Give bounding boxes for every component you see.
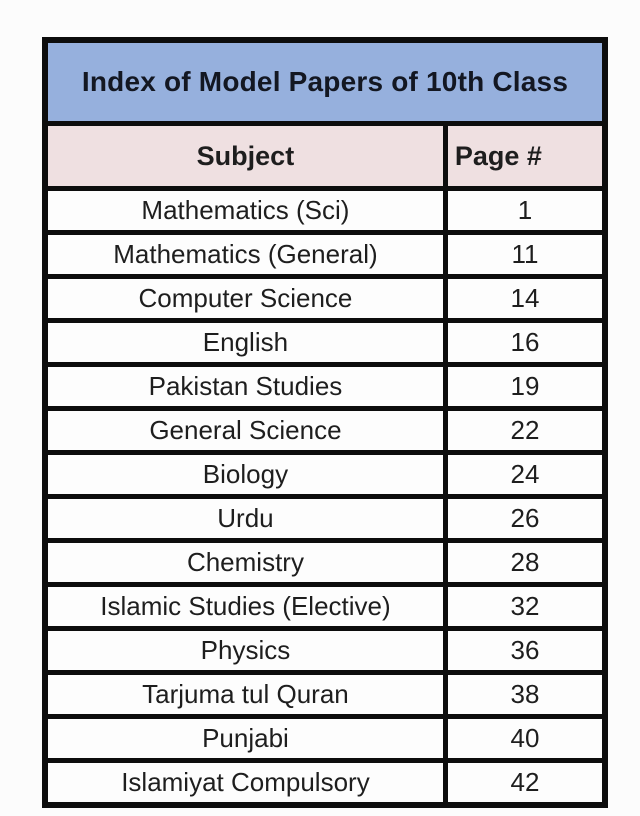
table-row: [45, 717, 605, 761]
column-header-page: Page #: [445, 124, 605, 189]
subject-cell: English: [45, 321, 445, 365]
table-row: [45, 453, 605, 497]
subject-cell: Biology: [45, 453, 445, 497]
subject-cell: General Science: [45, 409, 445, 453]
table-row: [45, 365, 605, 409]
page-number-cell: 14: [445, 277, 605, 321]
table-row: [45, 541, 605, 585]
page-number-cell: 1: [445, 189, 605, 233]
table-title: Index of Model Papers of 10th Class: [45, 40, 605, 124]
page-number-cell: 24: [445, 453, 605, 497]
page-number-cell: 36: [445, 629, 605, 673]
page-number-cell: 38: [445, 673, 605, 717]
subject-cell: Mathematics (General): [45, 233, 445, 277]
subject-cell: Chemistry: [45, 541, 445, 585]
column-header-subject: Subject: [45, 124, 445, 189]
subject-cell: Punjabi: [45, 717, 445, 761]
page-number-cell: 42: [445, 761, 605, 806]
table-row: [45, 409, 605, 453]
subject-cell: Physics: [45, 629, 445, 673]
page-number-cell: 32: [445, 585, 605, 629]
index-table: [42, 37, 608, 808]
title-row: [45, 40, 605, 124]
table-row: [45, 233, 605, 277]
subject-cell: Urdu: [45, 497, 445, 541]
table-body: [45, 189, 605, 806]
table-row: [45, 321, 605, 365]
table-row: [45, 761, 605, 806]
subject-cell: Islamic Studies (Elective): [45, 585, 445, 629]
table-row: [45, 585, 605, 629]
table-row: [45, 189, 605, 233]
table-row: [45, 497, 605, 541]
page-number-cell: 11: [445, 233, 605, 277]
page-number-cell: 28: [445, 541, 605, 585]
table-row: [45, 673, 605, 717]
subject-cell: Pakistan Studies: [45, 365, 445, 409]
table-row: [45, 629, 605, 673]
page-number-cell: 19: [445, 365, 605, 409]
table-head: [45, 40, 605, 189]
page-number-cell: 40: [445, 717, 605, 761]
header-row: [45, 124, 605, 189]
table-row: [45, 277, 605, 321]
page-number-cell: 26: [445, 497, 605, 541]
subject-cell: Tarjuma tul Quran: [45, 673, 445, 717]
subject-cell: Mathematics (Sci): [45, 189, 445, 233]
subject-cell: Computer Science: [45, 277, 445, 321]
subject-cell: Islamiyat Compulsory: [45, 761, 445, 806]
page-number-cell: 16: [445, 321, 605, 365]
page-number-cell: 22: [445, 409, 605, 453]
